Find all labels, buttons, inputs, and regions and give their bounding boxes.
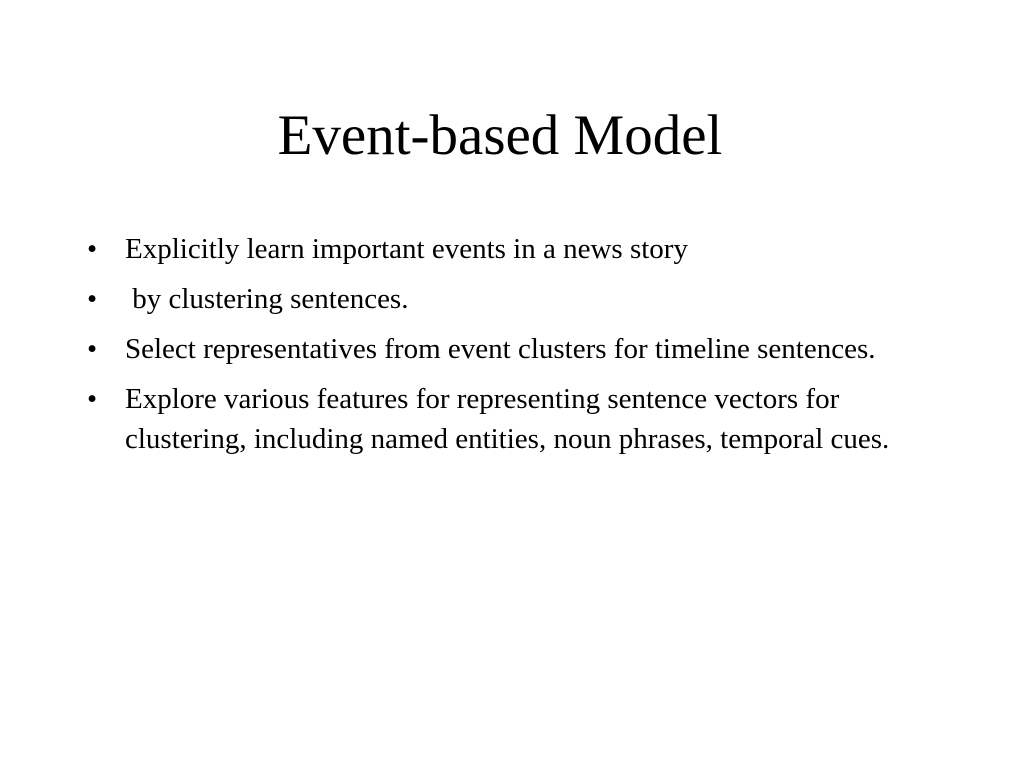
- bullet-text: by clustering sentences.: [125, 283, 409, 315]
- bullet-list: [87, 229, 937, 469]
- list-item: [87, 379, 937, 459]
- bullet-icon: •: [87, 383, 98, 415]
- bullet-icon: •: [87, 283, 98, 315]
- list-item: [87, 329, 937, 369]
- slide-title: Event-based Model: [277, 104, 723, 167]
- bullet-text: Explore various features for representing sentence vectors for clustering, including named entities, noun phrases, temporal cues.: [125, 383, 890, 455]
- bullet-icon: •: [87, 233, 98, 265]
- bullet-icon: •: [87, 333, 98, 365]
- bullet-text: Select representatives from event clusters for timeline sentences.: [125, 333, 876, 365]
- bullet-text: Explicitly learn important events in a news story: [125, 233, 688, 265]
- list-item: [87, 279, 937, 319]
- list-item: [87, 229, 937, 269]
